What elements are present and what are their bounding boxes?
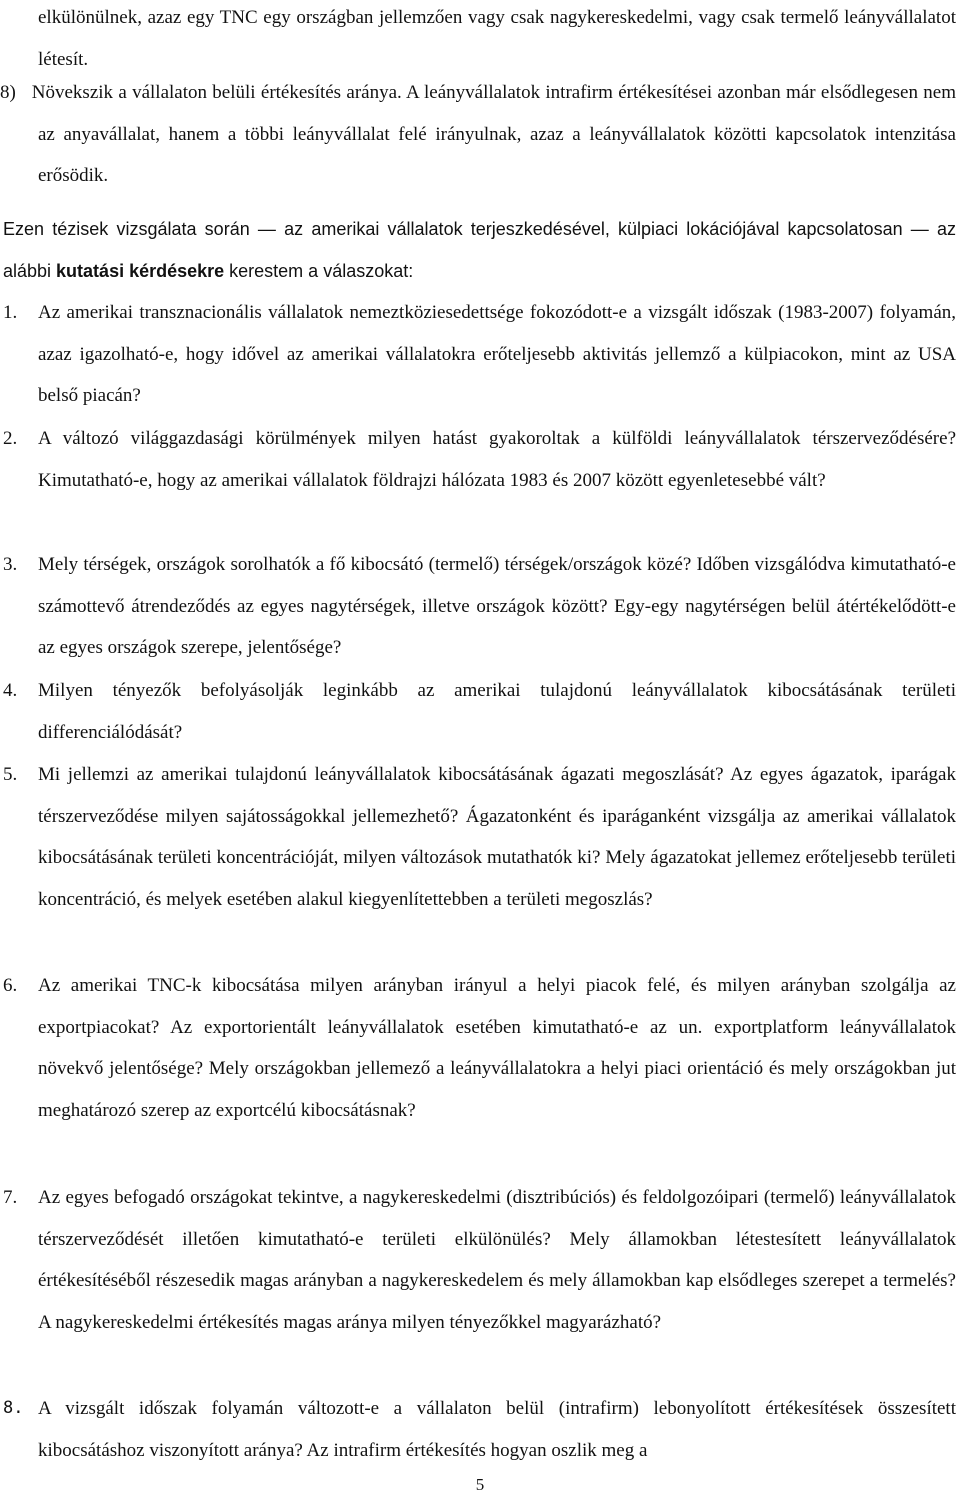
question-number: 2. [3, 428, 18, 449]
question-number: 5. [3, 764, 18, 785]
question-text: Az egyes befogadó országokat tekintve, a nagykereskedelmi (disztribúciós) és feldolgozóipari (termelő) leányvállalatok térszerveződését illetően kimutatható-e területi elkülönülés? Mely államokban létestesített leányvállalatok értékesítéséből részesedik magas arányban a nagykereskedelem és mely államokban kap elsődleges szerepet a termelés? A nagykereskedelmi értékesítés magas aránya milyen tényezőkkel magyarázható? [38, 1187, 956, 1333]
question-text: Az amerikai TNC-k kibocsátása milyen arányban irányul a helyi piacok felé, és milyen arányban szolgálja az exportpiacokat? Az exportorientált leányvállalatok esetében kimutatható-e az un. exportplatform leányvállalatok növekvő jelentősége? Mely országokban jellemező a leányvállalatokra a helyi piaci orientáció és mely országokban jut meghatározó szerep az exportcélú kibocsátásnak? [38, 975, 956, 1121]
question-text: A vizsgált időszak folyamán változott-e a vállalaton belül (intrafirm) lebonyolított értékesítések összesített kibocsátáshoz viszonyított aránya? Az intrafirm értékesítés hogyan oszlik meg a [38, 1398, 956, 1461]
intro-continuation: elkülönülnek, azaz egy TNC egy országban jellemzően vagy csak nagykereskedelmi, vagy csak termelő leányvállalatot létesít. [38, 7, 956, 70]
method-text-after: kerestem a válaszokat: [224, 260, 414, 281]
thesis-8-label: 8) [0, 82, 16, 103]
question-text: Milyen tényezők befolyásolják leginkább az amerikai tulajdonú leányvállalatok kibocsátásának területi differenciálódását? [38, 680, 956, 743]
question-text: Az amerikai transznacionális vállalatok nemeztköziesedettsége fokozódott-e a vizsgált időszak (1983-2007) folyamán, azaz igazolható-e, hogy idővel az amerikai vállalatokra erőteljesebb aktivitás jellemző a külpiacokon, mint az USA belső piacán? [38, 302, 956, 406]
question-number: 6. [3, 975, 18, 996]
question-number: 3. [3, 554, 18, 575]
question-number: 8. [3, 1398, 24, 1418]
question-number: 7. [3, 1187, 18, 1208]
thesis-8 [0, 72, 956, 197]
thesis-8-text: Növekszik a vállalaton belüli értékesítés aránya. A leányvállalatok intrafirm értékesítései azonban már elsődlegesen nem az anyavállalat, hanem a többi leányvállalat felé irányulnak, azaz a leányvállalatok közötti kapcsolatok intenzitása erősödik. [31, 82, 956, 186]
page-number: 5 [475, 1475, 485, 1494]
question-text: A változó világgazdasági körülmények milyen hatást gyakoroltak a külföldi leányvállalatok térszerveződésére? Kimutatható-e, hogy az amerikai vállalatok földrajzi hálózata 1983 és 2007 között egyenletesebbé vált? [38, 428, 956, 491]
method-text-before: Ezen tézisek vizsgálata során — az amerikai vállalatok terjeszkedésével, külpiaci lokációjával kapcsolatosan — az alábbi [3, 219, 956, 281]
question-number: 4. [3, 680, 18, 701]
question-text: Mely térségek, országok sorolhatók a fő kibocsátó (termelő) térségek/országok közé? Időben vizsgálódva kimutatható-e számottevő átrendeződés az egyes nagytérségek, illetve országok között? Egy-egy nagytérségen belül átértékelődött-e az egyes országok szerepe, jelentősége? [38, 554, 956, 658]
method-text-bold: kutatási kérdésekre [56, 260, 225, 281]
question-number: 1. [3, 302, 18, 323]
question-text: Mi jellemzi az amerikai tulajdonú leányvállalatok kibocsátásának ágazati megoszlását? Az egyes ágazatok, iparágak térszerveződése milyen sajátosságokkal jellemezhető? Ágazatonként és iparáganként vizsgálja az amerikai vállalatok kibocsátásának területi koncentrációját, milyen változások mutathatók ki? Mely ágazatokat jellemez erőteljesebb területi koncentráció, és melyek esetében alakul kiegyenlítettebben a területi megoszlás? [38, 764, 956, 910]
method-paragraph [3, 209, 956, 292]
